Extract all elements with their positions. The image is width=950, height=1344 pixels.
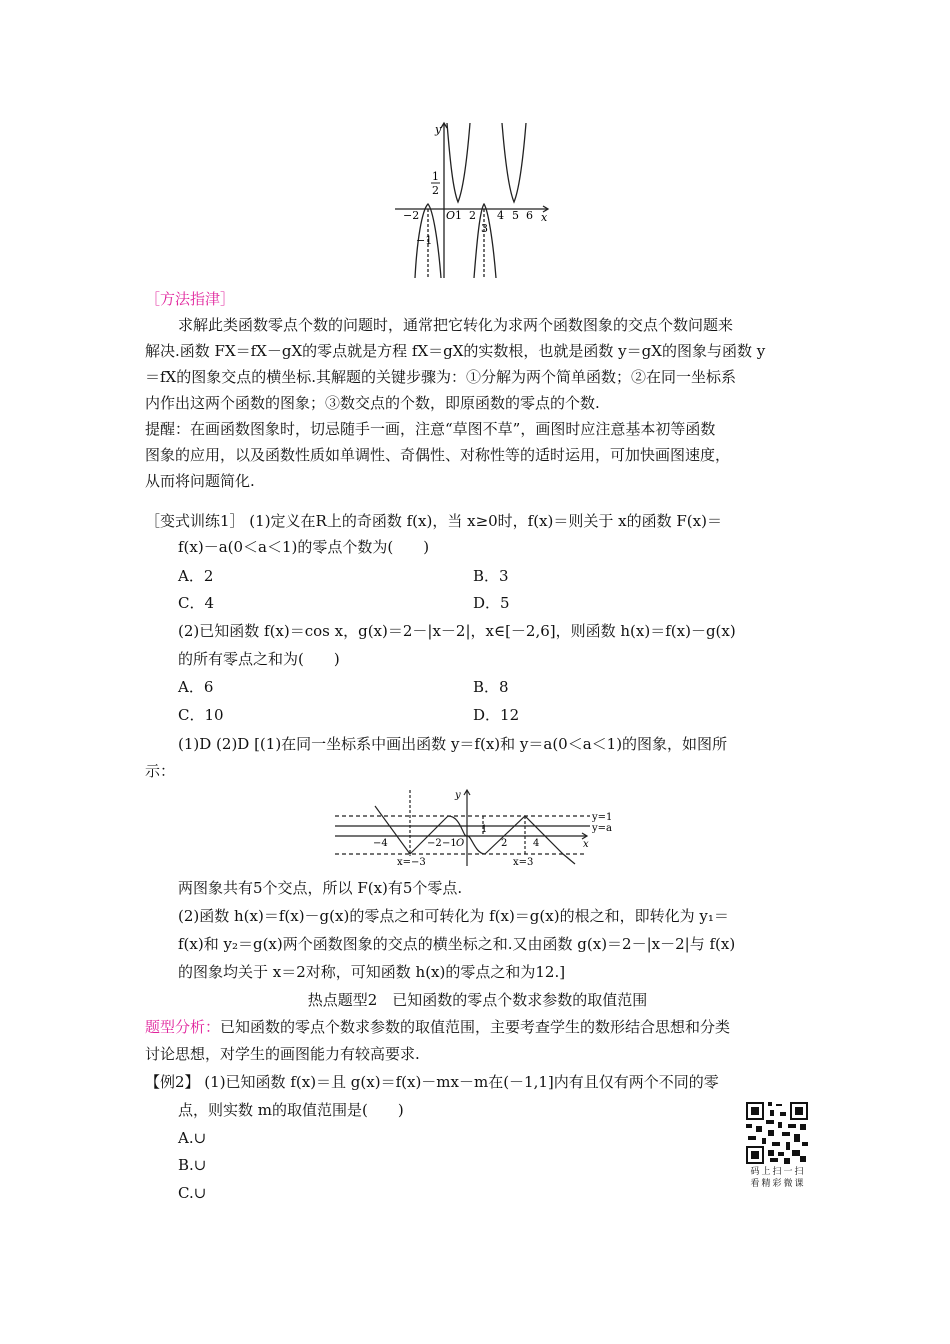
- tick-label: 5: [512, 209, 519, 222]
- tick-label: −4: [373, 838, 388, 849]
- tick-label: 1: [481, 824, 488, 835]
- tip-line: 提醒：在画函数图象时，切忌随手一画，注意“草图不草”，画图时应注意基本初等函数: [145, 420, 716, 438]
- example-line: 【例2】 (1)已知函数 f(x)＝且 g(x)＝f(x)－mx－m在(－1,1]内有且仅有两个不同的零: [145, 1073, 719, 1091]
- tick-label: −2: [427, 838, 442, 849]
- answer-line: 示：: [145, 762, 176, 780]
- axis-label-x: x: [583, 839, 589, 850]
- method-heading: ［方法指津］: [145, 290, 236, 308]
- method-line: 内作出这两个函数的图象；③数交点的个数，即原函数的零点的个数.: [145, 394, 600, 412]
- axis-label-x: x: [541, 211, 548, 224]
- tick-label: 4: [533, 838, 540, 849]
- analysis-label: 题型分析：: [145, 1018, 221, 1036]
- option-a: A．6: [178, 678, 214, 696]
- label-minus-one: −1: [416, 234, 433, 247]
- label-ya: y=a: [592, 823, 612, 834]
- answer-line: (1)D (2)D [(1)在同一坐标系中画出函数 y＝f(x)和 y＝a(0＜a＜1)的图象，如图所: [178, 735, 728, 753]
- option-a: A．2: [178, 567, 214, 585]
- example-option-a: A.∪: [178, 1129, 207, 1147]
- label-x-minus-3: x=−3: [397, 857, 426, 868]
- analysis-text: 已知函数的零点个数求参数的取值范围，主要考查学生的数形结合思想和分类: [220, 1018, 731, 1036]
- example-line: 点，则实数 m的取值范围是( ): [178, 1101, 404, 1119]
- solution-line: (2)函数 h(x)＝f(x)－g(x)的零点之和可转化为 f(x)＝g(x)的根之和，即转化为 y₁＝: [178, 907, 729, 925]
- label-y1: y=1: [592, 812, 613, 823]
- example-option-c: C.∪: [178, 1184, 207, 1202]
- analysis-line-2: 讨论思想，对学生的画图能力有较高要求.: [145, 1045, 420, 1063]
- curve-mid-upper: [447, 123, 470, 202]
- variant-line: f(x)－a(0＜a＜1)的零点个数为( ): [178, 538, 430, 556]
- tick-label: 6: [526, 209, 533, 222]
- label-three: 3: [481, 222, 488, 235]
- variant-line: ［变式训练1］ (1)定义在R上的奇函数 f(x)，当 x≥0时，f(x)＝则关于 x的函数 F(x)＝: [145, 512, 722, 530]
- analysis-line-1: [145, 1014, 810, 1040]
- solution-line: f(x)和 y₂＝g(x)两个函数图象的交点的横坐标之和.又由函数 g(x)＝2－|x－2|与 f(x): [178, 935, 736, 953]
- option-b: B．8: [473, 678, 509, 696]
- section-title: 热点题型2 已知函数的零点个数求参数的取值范围: [307, 991, 648, 1009]
- axis-label-y: y: [435, 123, 442, 136]
- qr-caption: 码上扫一扫: [750, 1167, 806, 1177]
- function-graph-1: [395, 120, 555, 280]
- qr-code-icon[interactable]: [744, 1100, 810, 1166]
- label-half-numerator: 1: [432, 170, 439, 183]
- qr-caption: 看精彩微课: [750, 1179, 806, 1189]
- label-half-denominator: 2: [432, 184, 439, 197]
- tip-line: 图象的应用，以及函数性质如单调性、奇偶性、对称性等的适时运用，可加快画图速度，: [145, 446, 731, 464]
- tick-label: 4: [497, 209, 504, 222]
- solution-line: 两图象共有5个交点，所以 F(x)有5个零点.: [178, 879, 463, 897]
- question-2-line: 的所有零点之和为( ): [178, 650, 340, 668]
- option-d: D．12: [473, 706, 520, 724]
- question-2-line: (2)已知函数 f(x)＝cos x，g(x)＝2－|x－2|，x∈[－2,6]，则函数 h(x)＝f(x)－g(x): [178, 622, 736, 640]
- tick-label: −2: [403, 209, 420, 222]
- curve-mid-lower: [474, 204, 496, 278]
- tip-line: 从而将问题简化.: [145, 472, 255, 490]
- curve-right-upper: [502, 123, 526, 202]
- tick-label: −1: [442, 838, 457, 849]
- origin-label: O: [456, 838, 465, 849]
- option-b: B．3: [473, 567, 509, 585]
- solution-line: 的图象均关于 x＝2对称，可知函数 h(x)的零点之和为12.]: [178, 963, 566, 981]
- axis-label-y: y: [455, 790, 461, 801]
- tick-label: 2: [469, 209, 476, 222]
- tick-label: 1: [455, 209, 462, 222]
- option-d: D．5: [473, 594, 510, 612]
- origin-label: O: [446, 209, 456, 222]
- tick-label: 2: [501, 838, 508, 849]
- method-line: 求解此类函数零点个数的问题时，通常把它转化为求两个函数图象的交点个数问题来: [178, 316, 734, 334]
- option-c: C．10: [178, 706, 224, 724]
- method-line: ＝fX的图象交点的横坐标.其解题的关键步骤为：①分解为两个简单函数；②在同一坐标系: [145, 368, 737, 386]
- function-graph-2: [335, 786, 620, 868]
- label-x-3: x=3: [513, 857, 534, 868]
- method-line: 解决.函数 FX＝fX－gX的零点就是方程 fX＝gX的实数根，也就是函数 y＝gX的图象与函数 y: [145, 342, 766, 360]
- option-c: C．4: [178, 594, 215, 612]
- example-option-b: B.∪: [178, 1156, 207, 1174]
